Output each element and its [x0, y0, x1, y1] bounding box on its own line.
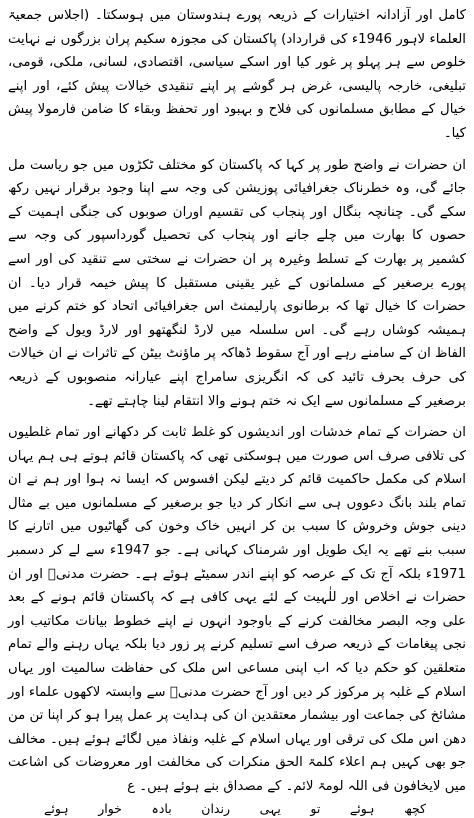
paragraph-3: ان حضرات کے تمام خدشات اور اندیشوں کو غلط ثابت کر دکھانے اور تمام غلطیوں کی تلافی صرف اس صورت میں ہوسکتی تھی کہ پاکستان قائم ہوتے ہی ہم یہاں اسلام کی مکمل حاکمیت قائم کر دیتے لیکن افسوس کہ ایسا نہ ہوا اور ہم نے ان تمام بلند بانگ دعووں ہی سے انکار کر دیا جو برصغیر کے مسلمانوں میں بے مثال دینی جوش وخروش کا سبب بن کر انہیں خاک وخون کی گھاٹیوں میں اتارنے کا سبب بنے تھے یہ ایک طویل اور شرمناک کہانی ہے۔ جو 1947ء سے لے کر دسمبر 1971ء بلکہ آج تک کے عرصہ کو اپنے اندر سمیٹے ہوئے ہے۔ حضرت مدنیؒ اور ان حضرات نے اخلاص اور للٰہیت کے لئے یہی کافی ہے کہ پاکستان قائم ہونے کے بعد علی وجہ البصر مخالفت کرنے کے باوجود انہوں نے اپنے خطوط بیانات مکاتیب اور نجی پیغامات کے ذریعہ صرف اسے تسلیم کرنے پر زور دیا بلکہ یہاں رہنے والے تمام متعلقین کو حکم دیا کہ اب اپنی مساعی اس ملک کی حفاظت سالمیت اور یہاں اسلام کے غلبہ پر مرکوز کر دیں اور آج حضرت مدنیؒ سے وابستہ لاکھوں علماء اور مشائخ کی جماعت اور بیشمار معتقدین ان کی ہدایت پر عمل پیرا ہو کر اپنا تن من دھن اس ملک کی ترقی اور یہاں اسلام کے غلبہ ونفاذ میں لگائے ہوئے ہیں۔ مخالف جو بھی کہیں ہم اعلاء کلمۃ الحق منکرات کی مخالفت اور معروضات کی اشاعت میں لایخافون فی اللہ لومۃ لائم۔ کے مصداق بنے ہوئے ہیں۔ ع: [8, 425, 466, 794]
verse-word: کچھ: [404, 800, 426, 816]
verse-word: تو: [310, 800, 321, 816]
verse-word: یہی: [259, 800, 281, 816]
closing-verse: [8, 800, 466, 818]
verse-word: ہوئے: [44, 800, 69, 816]
paragraph-1: کامل اور آزادانہ اختیارات کے ذریعہ پورے ہندوستان میں ہوسکتا۔ (اجلاس جمعیۃ العلماء لاہور 1946ء کی قرارداد) پاکستان کی مجوزہ سکیم پران بزرگوں نے نہایت خلوص سے ہر پہلو پر غور کیا اور اسکے سیاسی، اقتصادی، لسانی، ملکی، قومی، تبلیغی، خارجہ پالیسی، غرض ہر گوشے پر اپنے تنقیدی خیالات پیش کئے، اور اپنے خیال کے مطابق مسلمانوں کی فلاح و بہبود اور تحفظ وبقاء کا ضامن فارمولا پیش کیا۔: [8, 8, 467, 141]
verse-word: بادہ: [151, 800, 172, 816]
paragraph-2: ان حضرات نے واضح طور پر کہا کہ پاکستان کو مختلف ٹکڑوں میں جو ریاست مل جائے گی، وہ خطرناک جغرافیائی پوزیشن کی وجہ سے اپنا وجود برقرار نہیں رکھ سکے گی۔ چنانچہ بنگال اور پنجاب کی تقسیم اوران صوبوں کی جنگی اہمیت کے حصوں کا بھارت میں چلے جانے اور پنجاب کی تحصیل گورداسپور کی وجہ سے کشمیر پر بھارت کے تسلط وغیرہ پر ان حضرات نے سختی سے تنقید کی اور اسے پورے برصغیر کے مسلمانوں کے غیر یقینی مستقبل کا پیش خیمہ قرار دیا۔ ان حضرات کا خیال تھا کہ برطانوی پارلیمنٹ اس جغرافیائی اتحاد کو ختم کرنے میں ہمیشہ کوشاں رہے گی۔ اس سلسلہ میں لارڈ لنگھتھو اور لارڈ ویول کے واضح الفاظ ان کے سامنے رہے اور آج سقوط ڈھاکہ پر ماؤنٹ بیٹن کے تاثرات نے ان خیالات کی حرف بحرف تائید کی کہ انگریزی سامراج اپنے عیارانہ منصوبوں کے ذریعہ برصغیر کے مسلمانوں سے ایک نہ ختم ہونے والا انتقام لینا چاہتے تھے۔: [8, 157, 466, 409]
verse-word: ہوئے: [349, 800, 375, 816]
verse-word: خوار: [98, 800, 122, 816]
verse-word: رندان: [201, 800, 230, 816]
